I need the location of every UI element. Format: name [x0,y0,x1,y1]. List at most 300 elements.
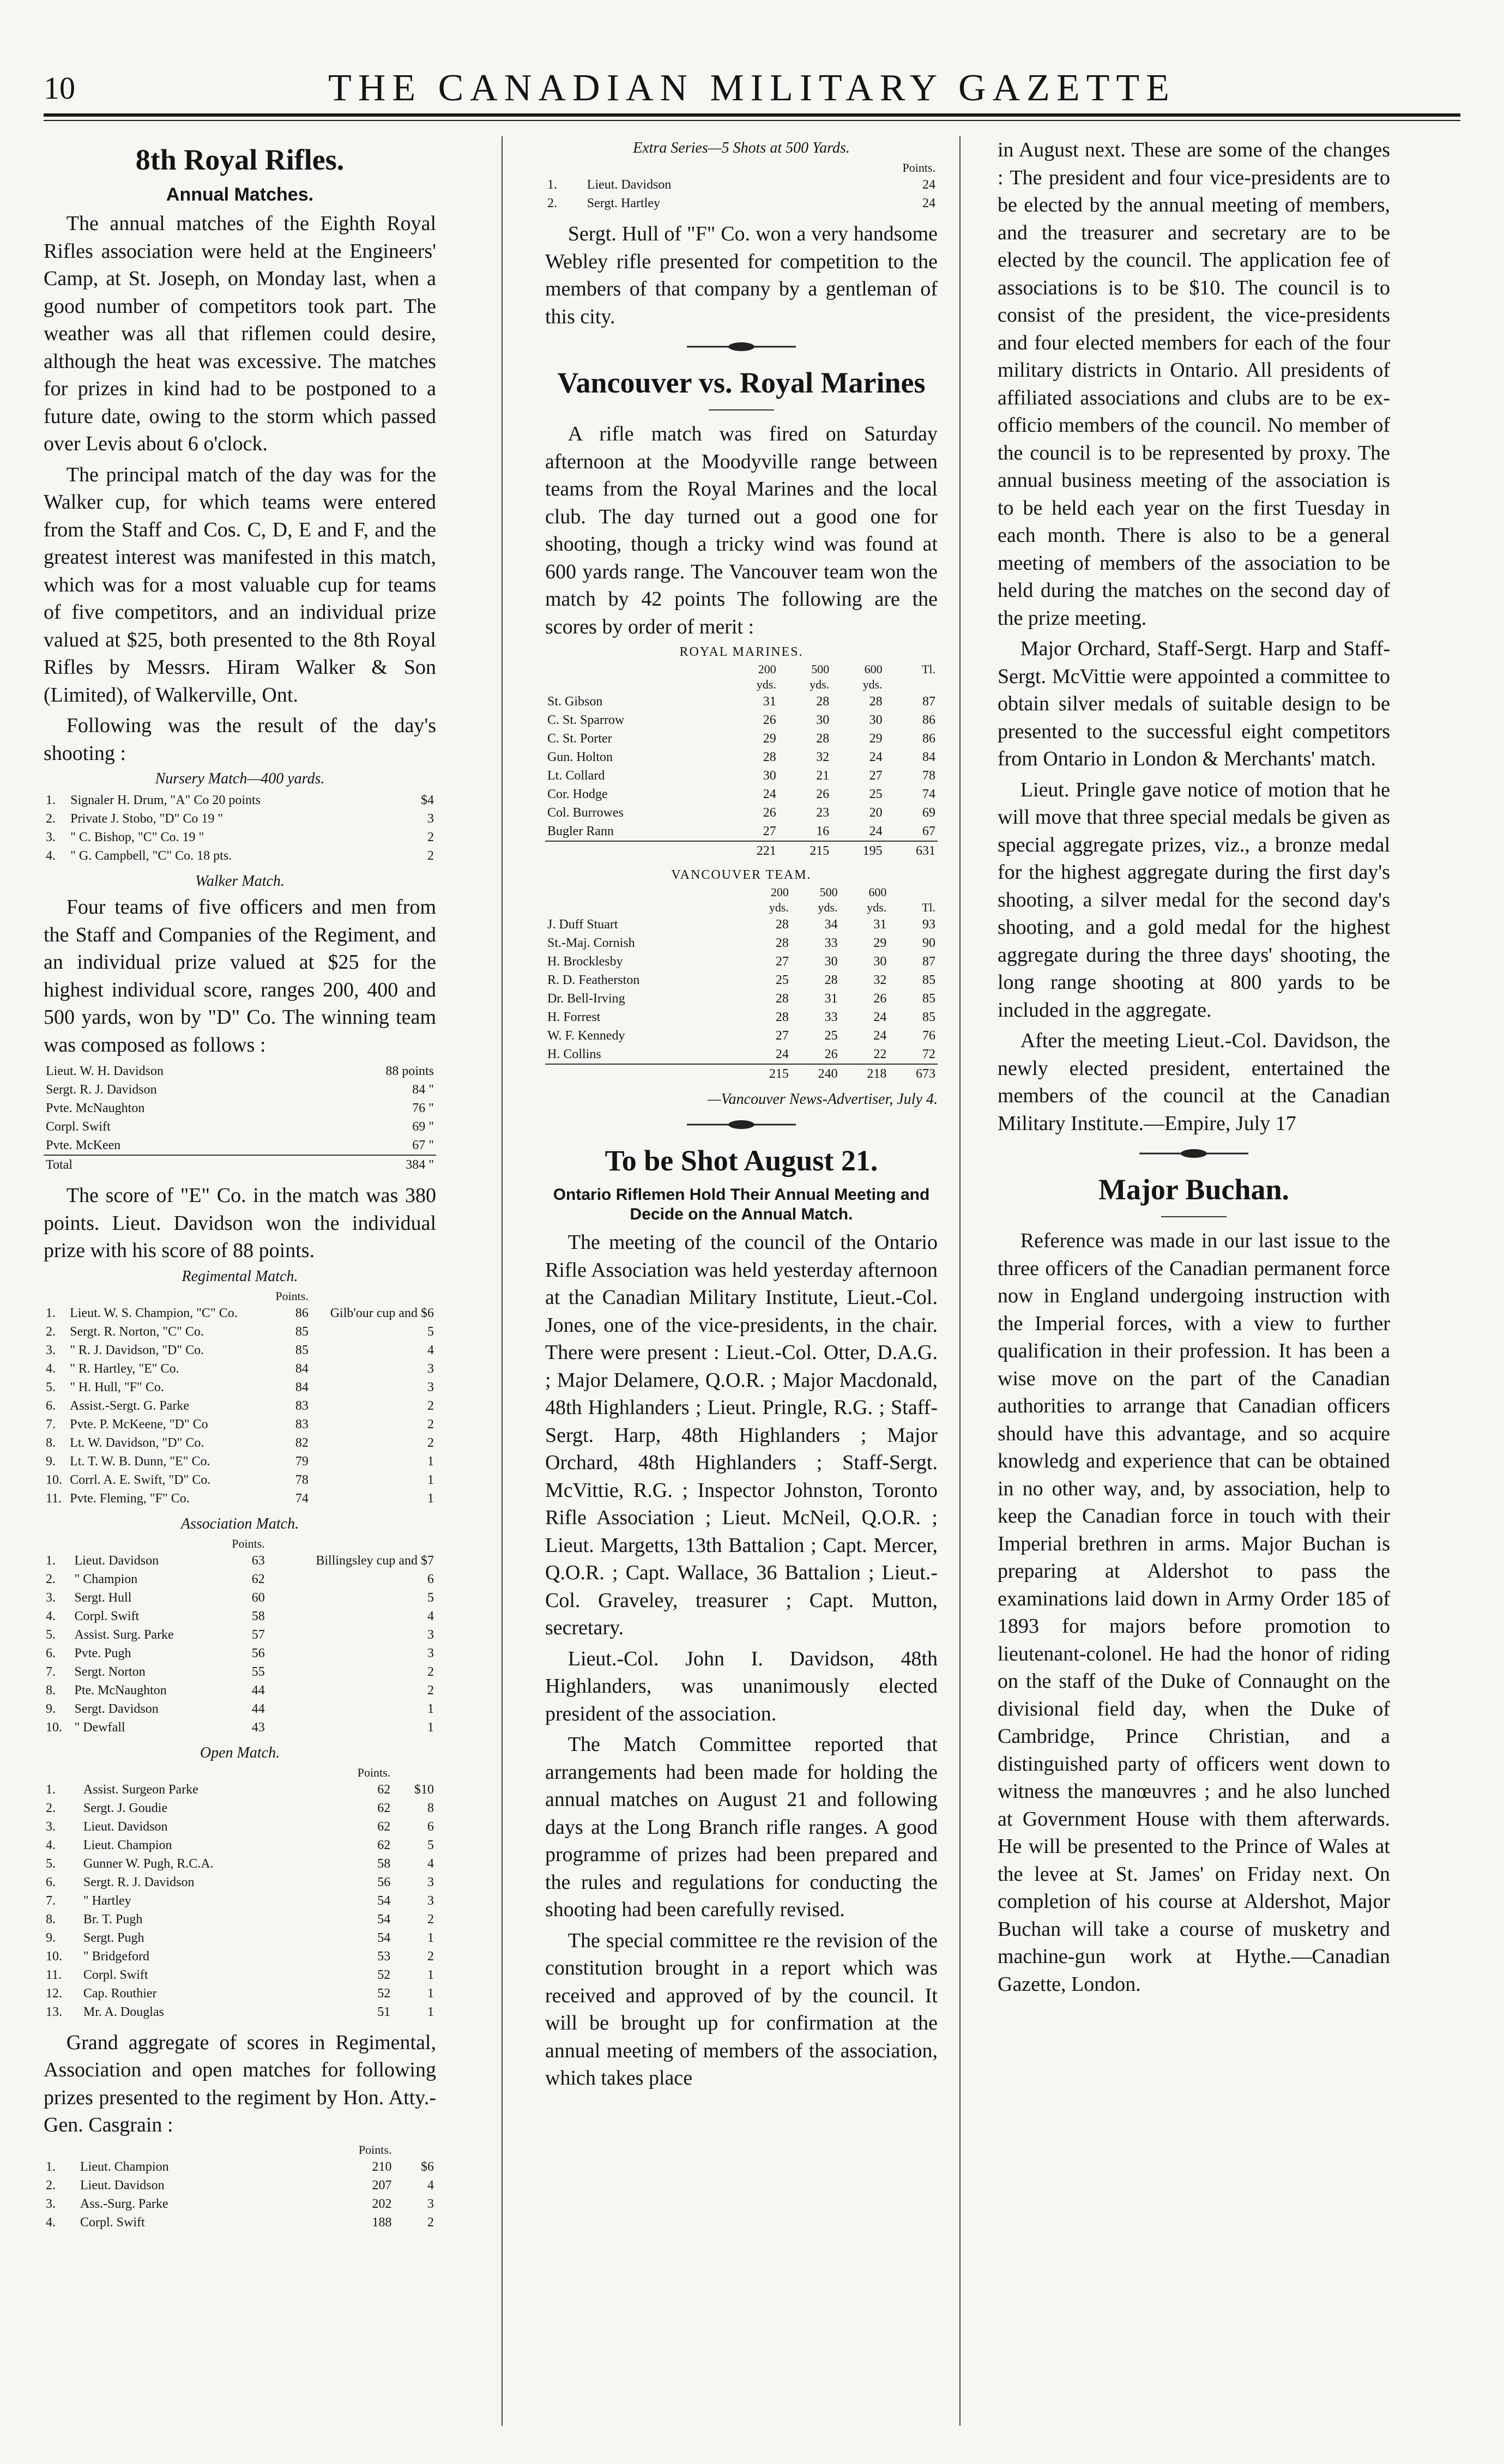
table-cell: 218 [840,1064,889,1083]
table-row [44,810,436,828]
header-cell: yds. [810,678,830,691]
caption-association-match: Association Match. [180,1515,299,1532]
table-row [545,822,938,841]
table-cell: Lieut. W. H. Davidson [46,1064,164,1078]
header-cell: 600 [868,885,887,899]
table-cell: 55 [251,1664,265,1679]
table-row [44,1099,436,1118]
table-cell: Sergt. Hartley [587,196,660,210]
table-cell: " Dewfall [74,1720,125,1735]
table-cell: Gunner W. Pugh, R.C.A. [83,1856,214,1871]
table-row [44,1378,436,1397]
table-row [44,1718,436,1737]
table-cell: 84 [295,1361,309,1376]
table-cell: 1 [427,1454,434,1469]
table-cell: 3. [46,1343,56,1357]
table-cell: 3 [427,1627,434,1642]
table-cell: 4. [46,1361,56,1376]
table-cell: 58 [377,1856,391,1871]
grand-aggregate-table [44,2142,436,2232]
table-cell: 26 [763,806,776,820]
table-cell: Sergt. Davidson [74,1701,159,1716]
table-cell: 25 [869,787,883,801]
table-cell: 53 [377,1949,391,1964]
header-cell: Tl. [921,662,935,676]
table-cell: Pvte. Pugh [74,1646,131,1660]
table-cell: 85 [922,1010,935,1024]
table-row [44,1397,436,1415]
table-cell: 28 [763,750,776,764]
paragraph: Major Orchard, Staff-Sergt. Harp and Staff-Sergt. McVittie were appointed a committee to obtain silver medals of suitable design to be presented to the successful eight competitors from Ontario in London & Merchants' match. [998,637,1390,770]
header-cell [545,900,742,915]
table-cell: 2. [46,1324,56,1339]
ornament-divider [545,1119,938,1133]
table-cell: 2 [427,1664,434,1679]
table-cell: 1 [427,2004,434,2019]
masthead-rule-thick [44,113,1460,117]
table-row [44,1570,436,1589]
table-cell: 28 [775,1010,789,1024]
table-cell: 44 [251,1683,265,1698]
table-cell: Lieut. Champion [83,1838,172,1852]
table-cell: 1 [427,1491,434,1506]
table-cell: H. Collins [547,1047,601,1061]
table-cell: 1. [46,1782,56,1797]
table-cell: " Bridgeford [83,1949,149,1964]
table-cell: Corpl. Swift [80,2215,145,2230]
table-cell: " Hartley [83,1893,131,1908]
table-row [44,1360,436,1378]
masthead-rule-thin [44,120,1460,121]
table-cell: 1 [427,1720,434,1735]
table-cell: Pvte. P. McKeene, "D" Co [70,1417,208,1432]
table-cell: 12. [46,1986,62,2001]
table-cell: 3 [427,1380,434,1394]
royal-marines-label: ROYAL MARINES. [679,645,804,659]
table-cell: 202 [372,2196,392,2211]
table-cell: " C. Bishop, "C" Co. 19 " [70,830,204,844]
walker-match-table [44,1062,436,1174]
header-cell [889,885,938,900]
table-cell: 2 [427,830,434,844]
caption-nursery-match: Nursery Match—400 yards. [155,770,325,787]
table-cell: 86 [295,1306,309,1320]
table-row [44,1452,436,1471]
points-header: Points. [902,161,935,174]
table-cell: 631 [885,841,938,860]
table-cell: 32 [816,750,830,764]
paragraph: The principal match of the day was for the Walker cup, for which teams were entered from the Staff and Cos. C, D, E and F, and the greatest interest was manifested in this match, which was for a most valuable cup for teams of five competitors, and an individual prize valued at $25, both presented to the 8th Royal Rifles by Messrs. Hiram Walker & Son (Limited), of Walkerville, Ont. [44,463,436,706]
table-cell: 86 [922,713,935,727]
table-cell: 2 [427,1912,434,1926]
column-divider-1 [502,136,503,2426]
table-cell: 83 [295,1417,309,1432]
table-row [44,847,436,865]
article-heading-to-be-shot: To be Shot August 21. [605,1144,878,1177]
table-cell: 6. [46,1875,56,1889]
table-cell: Pvte. McNaughton [46,1101,145,1115]
table-cell: 87 [922,955,935,969]
table-cell: Corpl. Swift [83,1967,148,1982]
article-heading-8th-royal-rifles: 8th Royal Rifles. [135,143,345,176]
table-cell: 5 [427,1324,434,1339]
table-cell: 85 [295,1343,309,1357]
table-cell: 9. [46,1701,56,1716]
header-cell: 500 [819,885,838,899]
table-cell: 85 [922,973,935,987]
header-cell: yds. [769,901,789,914]
table-cell: Corpl. Swift [46,1120,111,1134]
table-cell: 28 [816,732,830,746]
table-cell: Corrl. A. E. Swift, "D" Co. [70,1472,211,1487]
table-cell: Sergt. Pugh [83,1930,144,1945]
table-cell: " H. Hull, "F" Co. [70,1380,164,1394]
page-number: 10 [44,70,75,106]
table-row [545,841,938,860]
table-cell: 30 [816,713,830,727]
table-cell: Assist. Surgeon Parke [83,1782,198,1797]
table-cell: 7. [46,1893,56,1908]
table-cell: 3. [46,2196,56,2211]
table-cell: 7. [46,1417,56,1432]
header-cell: 600 [864,662,883,676]
table-cell: 16 [816,824,830,838]
table-cell: Private J. Stobo, "D" Co 19 " [70,812,224,826]
table-cell: 26 [816,787,830,801]
table-cell: 4. [46,1609,56,1623]
table-row [545,989,938,1008]
table-cell: 86 [922,732,935,746]
table-cell: 11. [46,1967,62,1982]
paragraph: Lieut.-Col. John I. Davidson, 48th Highlanders, was unanimously elected president of the association. [545,1647,938,1725]
table-row [44,1471,436,1489]
short-rule [709,409,774,410]
points-header: Points. [357,1765,391,1779]
table-cell: Lieut. Davidson [83,1819,168,1834]
table-cell: 2 [427,849,434,863]
table-cell: Pvte. McKeen [46,1138,121,1152]
table-cell: Bugler Rann [547,824,614,838]
paragraph: The score of "E" Co. in the match was 380 points. Lieut. Davidson won the individual prize with his score of 88 points. [44,1184,436,1262]
table-row [545,934,938,952]
table-cell: 1. [46,2159,56,2174]
table-cell: 62 [377,1801,391,1815]
table-row [44,1062,436,1080]
table-cell: 4. [46,2215,56,2230]
table-cell: Col. Burrowes [547,806,624,820]
table-row [44,2176,436,2195]
table-cell: 11. [46,1491,62,1506]
ornament-icon [687,1119,796,1130]
table-row [545,711,938,729]
table-cell: 44 [251,1701,265,1716]
table-cell: 6. [46,1646,56,1660]
column-1 [44,136,436,2442]
table-cell: 10. [46,1720,62,1735]
table-cell: Sergt. J. Goudie [83,1801,168,1815]
table-row [44,1947,436,1966]
table-cell: 72 [922,1047,935,1061]
table-cell: 58 [251,1609,265,1623]
table-row [44,1080,436,1099]
association-match-table [44,1536,436,1737]
table-cell: 8. [46,1683,56,1698]
table-cell: Ass.-Surg. Parke [80,2196,168,2211]
table-cell: 33 [824,936,838,950]
table-cell: 3. [46,1590,56,1605]
table-row [44,1929,436,1947]
article-subheading: Ontario Riflemen Hold Their Annual Meeting and Decide on the Annual Match. [553,1186,930,1223]
table-cell: W. F. Kennedy [547,1029,625,1043]
table-cell: 3 [427,812,434,826]
header-cell: 200 [770,885,789,899]
header-cell: yds. [756,678,776,691]
table-cell: C. St. Porter [547,732,612,746]
table-cell: 52 [377,1986,391,2001]
table-cell: Lt. T. W. B. Dunn, "E" Co. [70,1454,210,1469]
table-cell: Dr. Bell-Irving [547,992,625,1006]
table-cell: Corpl. Swift [74,1609,140,1623]
paragraph: The meeting of the council of the Ontario Rifle Association was held yesterday afternoon at the Canadian Military Institute, Lieut.-Col. Jones, one of the vice-presidents, in the chair. There were present : Lieut.-Col. Otter, D.A.G. ; Major Delamere, Q.O.R. ; Major Macdonald, 48th Highlanders ; Lieut. Pringle, R.G. ; Staff-Sergt. Harp, 48th Highlanders ; Major Orchard, 48th Highlanders ; Staff-Sergt. McVittie, R.G. ; Inspector Johnston, Toronto Rifle Association ; Lieut. McNeil, Q.O.R. ; Lieut. Margetts, 13th Battalion ; Capt. Mercer, Q.O.R. ; Capt. Wallace, 36 Battalion ; Lieut.-Col. Graveley, treasurer ; Capt. Mutton, secretary. [545,1231,938,1639]
table-cell: 28 [775,917,789,932]
table-cell: 69 " [412,1120,434,1134]
table-cell: 67 " [412,1138,434,1152]
table-row [44,1118,436,1136]
table-cell: " R. J. Davidson, "D" Co. [70,1343,204,1357]
table-cell: 3 [427,2196,434,2211]
paragraph: Four teams of five officers and men from the Staff and Companies of the Regiment, and an individual prize valued at $25 for the highest individual score, ranges 200, 400 and 500 yards, won by "D" Co. The winning team was composed as follows : [44,896,436,1056]
table-row [44,1663,436,1681]
table-cell: 54 [377,1930,391,1945]
table-cell: 384 " [318,1155,436,1174]
table-cell: Sergt. Hull [74,1590,132,1605]
ornament-divider [998,1148,1390,1162]
table-cell: 51 [377,2004,391,2019]
table-cell: 74 [922,787,935,801]
table-cell: Assist.-Sergt. G. Parke [70,1398,189,1413]
table-header-row [545,885,938,900]
table-cell: Lieut. Davidson [587,178,672,192]
points-header: Points. [358,2142,392,2157]
table-cell: 31 [873,917,887,932]
table-row [545,1045,938,1064]
table-cell: 1. [46,1553,56,1568]
table-cell: 56 [377,1875,391,1889]
table-cell: H. Forrest [547,1010,601,1024]
table-cell: 6 [427,1572,434,1586]
table-cell: 2 [427,2215,434,2230]
table-cell: 2 [427,1683,434,1698]
table-row [44,1341,436,1360]
table-row [44,1155,436,1174]
table-cell: 69 [922,806,935,820]
table-cell: Sergt. R. J. Davidson [83,1875,195,1889]
table-row [545,971,938,989]
table-cell: 24 [763,787,776,801]
table-row [545,729,938,748]
paragraph: Sergt. Hull of "F" Co. won a very handsome Webley rifle presented for competition to the members of that company by a gentleman of this city. [545,222,938,328]
table-cell: 25 [824,1029,838,1043]
table-cell: 85 [295,1324,309,1339]
table-cell: 1 [427,1472,434,1487]
table-row [44,1644,436,1663]
paragraph: Reference was made in our last issue to the three officers of the Canadian permanent force now in England undergoing instruction with the Imperial forces, with a view to further qualification in their profession. It has been a wise move on the part of the Canadian authorities to arrange that Canadian officers should have this advantage, and so acquire knowledg and experience that can be obtained in no other way, and, by association, help to keep the Canadian force in touch with their Imperial brethren in arms. Major Buchan is preparing at Aldershot to pass the examinations laid down in Army Order 185 of 1893 for majors before promotion to lieutenant-colonel. He had the honor of riding on the staff of the Duke of Connaught on the divisional field day, when the Duke of Cambridge, Prince Christian, and a distinguished party of officers went down to witness the manœuvres ; and he also lunched at Government House with them afterwards. He will be presented to the Prince of Wales at the levee at St. James' on Friday next. On completion of his course at Aldershot, Major Buchan will take a course of musketry and machine-gun work at Hythe.—Canadian Gazette, London. [998,1229,1390,1996]
masthead [0,64,1504,113]
table-cell: Sergt. R. Norton, "C" Co. [70,1324,204,1339]
table-cell: 13. [46,2004,62,2019]
table-cell: 31 [763,694,776,709]
table-cell: 26 [824,1047,838,1061]
table-row [545,1008,938,1026]
table-cell: 24 [869,824,883,838]
table-cell: 5. [46,1627,56,1642]
table-cell: 29 [869,732,883,746]
table-cell: 2 [427,1435,434,1450]
gazette-title: THE CANADIAN MILITARY GAZETTE [328,67,1176,109]
table-row [44,1551,436,1570]
short-rule [1161,1216,1227,1217]
table-cell: 7. [46,1664,56,1679]
table-cell: 90 [922,936,935,950]
table-cell: 188 [372,2215,392,2230]
table-row [545,952,938,971]
vancouver-team-table [545,885,938,1083]
table-cell: Gun. Holton [547,750,613,764]
table-cell: 84 [295,1380,309,1394]
table-cell: 74 [295,1491,309,1506]
table-cell: 8. [46,1435,56,1450]
table-cell: 5. [46,1856,56,1871]
table-cell: 5. [46,1380,56,1394]
table-cell: 60 [251,1590,265,1605]
header-cell [885,677,938,692]
table-cell: Sergt. R. J. Davidson [46,1083,157,1097]
royal-marines-table [545,662,938,860]
table-cell: 84 " [412,1083,434,1097]
table-cell: 62 [377,1782,391,1797]
table-cell: 93 [922,917,935,932]
header-cell: Tl. [921,901,935,914]
table-cell: 2. [46,812,56,826]
table-cell: 215 [778,841,831,860]
table-row [44,1626,436,1644]
table-cell: Sergt. Norton [74,1664,146,1679]
paragraph: in August next. These are some of the changes : The president and four vice-presidents are to be elected by the annual meeting of members, and the treasurer and secretary are to be elected by the council. The application fee of associations is to be $10. The council is to consist of the president, the vice-presidents and four elected members for each of the four military districts in Ontario. All presidents of affiliated associations and clubs are to be ex-officio members of the council. No member of the council is to be represented by proxy. The annual business meeting of the association is to be held each year on the first Tuesday in each month. There is also to be a general meeting of members of the association to be held during the matches on the second day of the prize meeting. [998,138,1390,630]
table-cell: 29 [763,732,776,746]
header-cell [545,885,742,900]
column-2 [545,136,938,2442]
points-header: Points. [275,1289,309,1303]
header-cell: yds. [867,901,887,914]
table-cell: 27 [869,769,883,783]
paragraph: Grand aggregate of scores in Regimental, Association and open matches for following prizes presented to the regiment by Hon. Atty.-Gen. Casgrain : [44,2031,436,2136]
table-cell: 76 [922,1029,935,1043]
table-cell [545,1064,742,1083]
table-cell: Pvte. Fleming, "F" Co. [70,1491,190,1506]
table-cell: 3. [46,830,56,844]
table-row [44,2213,436,2232]
table-cell: 3 [427,1893,434,1908]
table-cell: C. St. Sparrow [547,713,625,727]
table-header-row [545,662,938,677]
table-cell: Lieut. Davidson [80,2178,165,2193]
header-cell [545,662,725,677]
table-cell: 54 [377,1912,391,1926]
table-row [44,1873,436,1892]
table-row [44,1855,436,1873]
table-cell: St. Gibson [547,694,603,709]
table-cell: 1. [547,178,557,192]
table-cell: 3. [46,1819,56,1834]
table-cell: 67 [922,824,935,838]
paragraph: After the meeting Lieut.-Col. Davidson, the newly elected president, entertained the members of the council at the Canadian Military Institute.—Empire, July 17 [998,1029,1390,1135]
paragraph: The special committee re the revision of the constitution brought in a report which was received and approved of by the council. It will be brought up for confirmation at the annual meeting of members of the association, which takes place [545,1929,938,2089]
table-cell: 84 [922,750,935,764]
table-cell: Lt. Collard [547,769,605,783]
table-cell: 52 [377,1967,391,1982]
table-cell: 215 [742,1064,791,1083]
table-cell: 4. [46,849,56,863]
table-cell: 78 [922,769,935,783]
article-heading-major-buchan: Major Buchan. [1098,1173,1290,1206]
table-cell: Assist. Surg. Parke [74,1627,174,1642]
table-row [44,1489,436,1508]
table-cell: 221 [725,841,778,860]
regimental-match-table [44,1289,436,1508]
table-cell: 1. [46,793,56,807]
table-cell: 2 [427,1949,434,1964]
table-cell: 82 [295,1435,309,1450]
table-cell: 26 [763,713,776,727]
table-row [44,2003,436,2021]
points-header: Points. [232,1536,265,1550]
table-cell: 28 [869,694,883,709]
table-cell: 54 [377,1893,391,1908]
paragraph: Lieut. Pringle gave notice of motion that he will move that three special medals be given as special aggregate prizes, viz., a bronze medal for the highest aggregate during the first day's shooting, a silver medal for the second day's shooting, and a gold medal for the highest aggregate during the three days' shooting, the long range shooting at 800 yards to be included in the aggregate. [998,778,1390,1022]
table-cell: 240 [791,1064,840,1083]
table-row [44,1304,436,1322]
nursery-match-table [44,791,436,865]
table-cell: " Champion [74,1572,138,1586]
table-cell: 8. [46,1912,56,1926]
table-row [44,1700,436,1718]
table-row [44,1892,436,1910]
table-cell: 79 [295,1454,309,1469]
table-row [44,1817,436,1836]
table-cell: 5 [427,1590,434,1605]
table-cell: Lieut. Davidson [74,1553,159,1568]
table-cell: 2 [427,1417,434,1432]
table-cell: Lieut. W. S. Champion, "C" Co. [70,1306,238,1320]
table-row [545,194,938,213]
table-cell: 76 " [412,1101,434,1115]
table-row [545,1026,938,1045]
table-cell: " G. Campbell, "C" Co. 18 pts. [70,849,232,863]
table-row [44,791,436,810]
table-row [545,748,938,766]
table-row [44,1607,436,1626]
table-cell: 3 [427,1361,434,1376]
table-cell: 85 [922,992,935,1006]
table-cell: 28 [816,694,830,709]
table-row [545,785,938,804]
caption-regimental-match: Regimental Match. [182,1267,298,1285]
table-cell: 57 [251,1627,265,1642]
table-cell: $6 [421,2159,434,2174]
table-row [44,2158,436,2176]
header-cell: 500 [811,662,830,676]
table-cell: 207 [372,2178,392,2193]
